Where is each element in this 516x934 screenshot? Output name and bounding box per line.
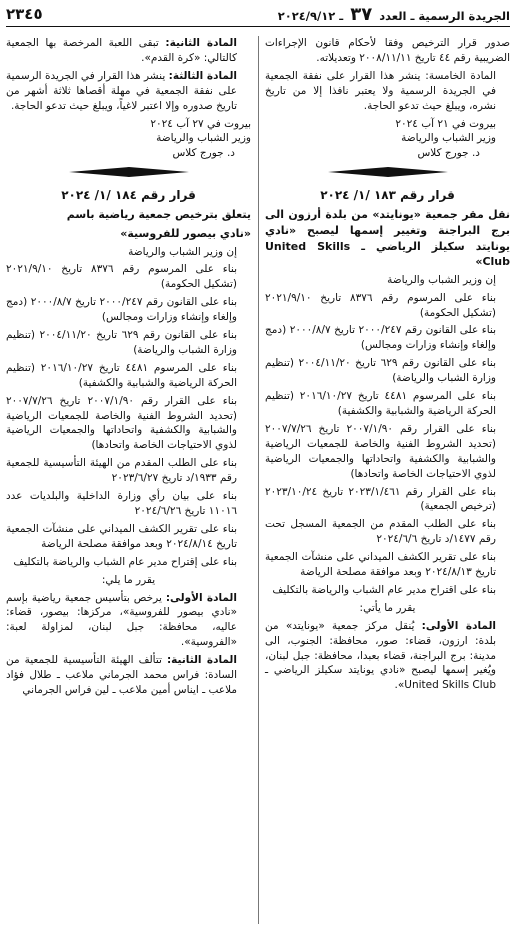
page-header (6, 4, 510, 27)
prev-signature-block (265, 117, 510, 162)
preamble-line: بناء على المرسوم رقم ٨٣٧٦ تاريخ ٢٠٢١/٩/١٠ (تشكيل الحكومة) (6, 263, 237, 291)
preamble-line: بناء على الطلب المقدم من الهيئة التأسيسية للجمعية رقم ١٩٣٣/د تاريخ ٢٠٢٣/٦/٢٧ (6, 457, 237, 485)
preamble-line: إن وزير الشباب والرياضة (128, 245, 237, 258)
decides-line: يقرر ما يأتي: (359, 601, 416, 614)
decides-line: يقرر ما يلي: (101, 573, 156, 586)
prev-decision-tail: صدور قرار الترخيص وفقا لأحكام قانون الإجراءات الضريبية رقم ٤٤ تاريخ ٢٠٠٨/١١/١١ وتعديلاته. (265, 37, 510, 64)
preamble-line: بناء على بيان رأي وزارة الداخلية والبلديات عدد ١١٠١٦ تاريخ ٢٠٢٤/٦/٢٦ (6, 490, 237, 517)
decision-subject-line-2: «نادي بيصور للفروسية» (120, 226, 251, 240)
decision-subject-line-1: يتعلق بترخيص جمعية رياضية باسم (66, 208, 251, 222)
article-2: المادة الثانية: تتألف الهيئة التأسيسية للجمعية من السادة: فراس محمد الجرماني ملاعب ـ طلال فؤاد ملاعب ـ ايناس أمين ملاعب ـ لين فراس الجرماني (6, 654, 237, 696)
preamble-line: بناء على الطلب المقدم من الجمعية المسجل تحت رقم ١٤٧٧/د تاريخ ٢٠٢٤/٦/٦ (265, 518, 496, 546)
ornament-diamond-icon (328, 167, 448, 177)
preamble-line: بناء على تقرير الكشف الميداني على منشآت الجمعية تاريخ ٢٠٢٤/٨/١٣ وبعد موافقة مصلحة الرياضة (265, 551, 496, 579)
preamble-line: بناء على القانون رقم ٢٠٠٠/٢٤٧ تاريخ ٢٠٠٠/٨/٧ (دمج وإلغاء وإنشاء وزارات ومجالس) (265, 324, 496, 352)
left-column (6, 36, 251, 701)
issue-number: ٣٧ (350, 4, 373, 26)
ornament-divider (6, 167, 251, 177)
preamble-line: بناء على إقتراح مدير عام الشباب والرياضة بالتكليف (13, 555, 237, 568)
preamble-line: بناء على القرار رقم ٢٠٢٣/١/٤٦١ تاريخ ٢٠٢٣/١٠/٢٤ (ترخيص الجمعية) (265, 485, 496, 513)
preamble-line: بناء على القانون رقم ٦٢٩ تاريخ ٢٠٠٤/١١/٢٠ (تنظيم وزارة الشباب والرياضة) (6, 329, 237, 356)
issue-date: ـ ٢٠٢٤/٩/١٢ (277, 9, 344, 24)
publication-title: الجريدة الرسمية ـ العدد ٣٧ ـ ٢٠٢٤/٩/١٢ (277, 4, 510, 26)
prev-article-5: المادة الخامسة: ينشر هذا القرار على نفقة الجمعية في الجريدة الرسمية ولا يعتبر نافذا إلا من تاريخ نشره، ويبلغ حيث تدعو الحاجة. (265, 69, 496, 112)
prev-article-2: المادة الثانية: تبقى اللعبة المرخصة بها الجمعية كالتالي: «كرة القدم». (6, 37, 237, 64)
ornament-divider (265, 167, 510, 177)
preamble-line: بناء على تقرير الكشف الميداني على منشآت الجمعية تاريخ ٢٠٢٤/٨/١٤ وبعد موافقة مصلحة الرياضة (6, 522, 237, 550)
decision-title: قرار رقم ١٨٣ /١/ ٢٠٢٤ (320, 188, 455, 203)
signature-name: د. جورج كلاس (417, 147, 480, 160)
page-number: ٢٣٤٥ (6, 5, 43, 24)
article-1: المادة الأولى: يُنقل مركز جمعية «يونايتد» من بلدة: ارزون، قضاء: صور، محافظة: الجنوب، الى مدينة: برج البراجنة، قضاء بعبدا، محافظة: جبل لبنان، ويُغير إسمها ليصبح «نادي يونايتد سكيلز الرياضي ـ United Skills Club». (265, 619, 496, 692)
preamble (6, 245, 251, 570)
preamble-line: بناء على اقتراح مدير عام الشباب والرياضة بالتكليف (272, 583, 496, 596)
preamble (265, 273, 510, 598)
decision-title: قرار رقم ١٨٤ /١/ ٢٠٢٤ (61, 188, 196, 203)
preamble-line: بناء على القرار رقم ٢٠٠٧/١/٩٠ تاريخ ٢٠٠٧/٧/٢٦ (تحديد الشروط الفنية والخاصة للجمعيات الرياضية والشبابية والكشفية واتحاداتها والجمعيات الرياضية لذوي الاحتياجات الخاصة واتحادها) (6, 394, 237, 452)
preamble-line: إن وزير الشباب والرياضة (387, 273, 496, 286)
preamble-line: بناء على القانون رقم ٦٢٩ تاريخ ٢٠٠٤/١١/٢٠ (تنظيم وزارة الشباب والرياضة) (265, 357, 496, 385)
preamble-line: بناء على المرسوم ٤٤٨١ تاريخ ٢٠١٦/١٠/٢٧ (تنظيم الحركة الرياضية والشبابية والكشفية) (6, 361, 238, 389)
ornament-diamond-icon (69, 167, 189, 177)
decision-subject: نقل مقر جمعية «يونايتد» من بلدة أرزون الى برج البراجنة وتغيير إسمها ليصبح «نادي يونايتد سكيلز الرياضي ـ United Skills Club» (265, 208, 510, 269)
signature-name: د. جورج كلاس (172, 147, 235, 160)
article-1: المادة الأولى: يرخص بتأسيس جمعية رياضية بإسم «نادي بيصور للفروسية»، مركزها: بيصور، قضاء: عاليه، محافظة: جبل لبنان، لمزاولة لعبة: «الفروسية». (6, 591, 237, 649)
preamble-line: بناء على المرسوم رقم ٨٣٧٦ تاريخ ٢٠٢١/٩/١٠ (تشكيل الحكومة) (265, 291, 496, 319)
signature-place-date: بيروت في ٢٧ آب ٢٠٢٤ (150, 117, 251, 130)
signature-place-date: بيروت في ٢١ آب ٢٠٢٤ (395, 117, 496, 130)
signature-minister: وزير الشباب والرياضة (156, 132, 251, 145)
signature-minister: وزير الشباب والرياضة (401, 132, 496, 145)
prev-signature-block (6, 117, 251, 162)
preamble-line: بناء على القرار رقم ٢٠٠٧/١/٩٠ تاريخ ٢٠٠٧/٧/٢٦ (تحديد الشروط الفنية والخاصة للجمعيات الرياضية والشبابية والكشفية واتحاداتها والجمعيات الرياضية لذوي الاحتياجات الخاصة واتحادها) (265, 422, 496, 480)
preamble-line: بناء على المرسوم ٤٤٨١ تاريخ ٢٠١٦/١٠/٢٧ (تنظيم الحركة الرياضية والشبابية والكشفية) (265, 390, 497, 417)
prev-article-3: المادة الثالثة: ينشر هذا القرار في الجريدة الرسمية على نفقة الجمعية في مهلة أقصاها ثلاثة أشهر من تاريخ صدوره وإلا اعتبر لاغياً، ويبلغ حيث تدعو الحاجة. (6, 69, 237, 112)
right-column (265, 36, 510, 696)
preamble-line: بناء على القانون رقم ٢٠٠٠/٢٤٧ تاريخ ٢٠٠٠/٨/٧ (دمج وإلغاء وإنشاء وزارات ومجالس) (6, 296, 237, 324)
column-divider (258, 36, 259, 924)
